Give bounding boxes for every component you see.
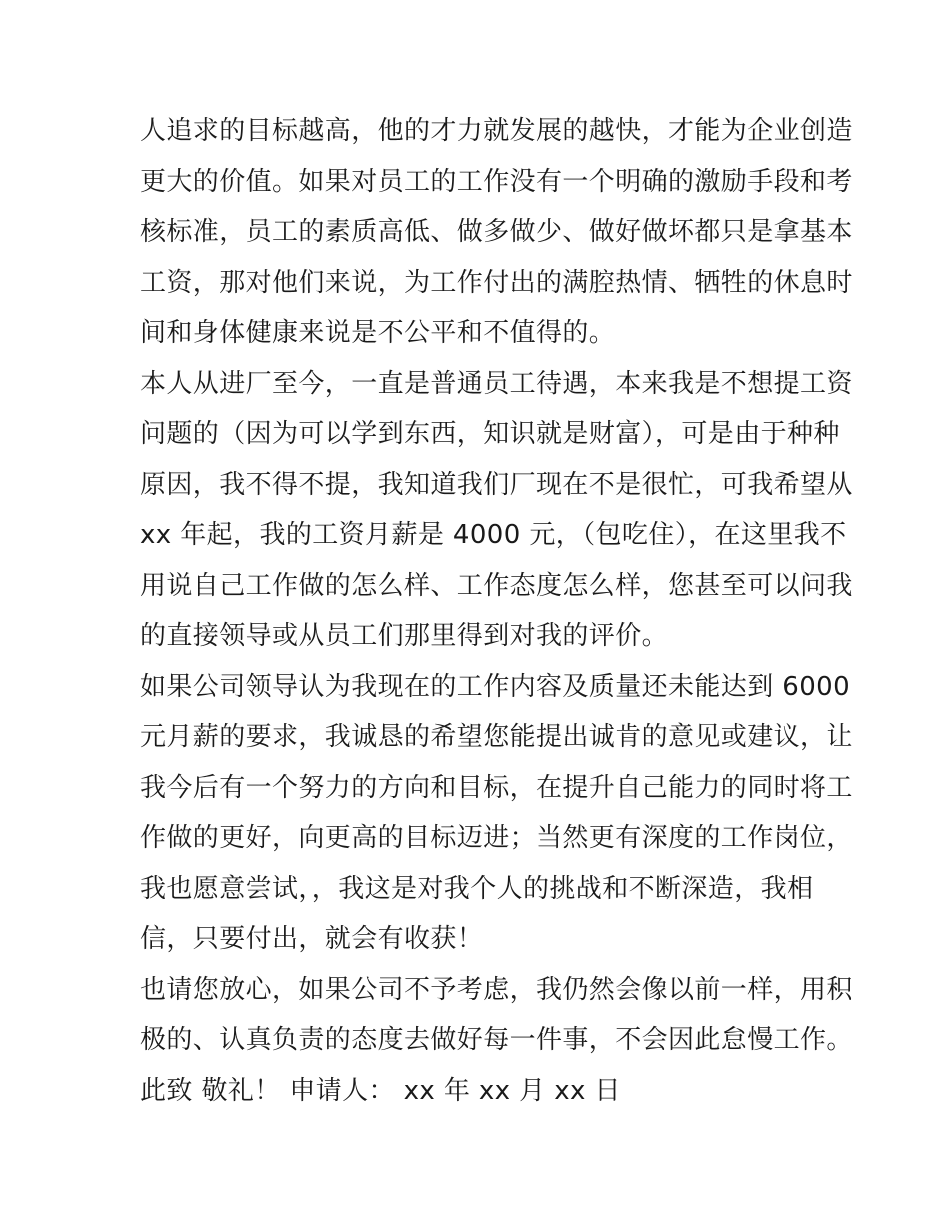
text-line: 人追求的目标越高，他的才力就发展的越快，才能为企业创造 <box>140 116 853 146</box>
text-line: 信，只要付出，就会有收获！ <box>140 924 484 954</box>
text-line: 作做的更好，向更高的目标迈进；当然更有深度的工作岗位， <box>140 823 853 853</box>
text-line: 我也愿意尝试，，我这是对我个人的挑战和不断深造，我相 <box>140 873 814 904</box>
text-line: 间和身体健康来说是不公平和不值得的。 <box>140 318 616 348</box>
text-line: 更大的价值。如果对员工的工作没有一个明确的激励手段和考 <box>140 166 853 197</box>
text-line: xx 年起，我的工资月薪是 4000 元，（包吃住），在这里我不 <box>140 520 847 550</box>
text-line: 用说自己工作做的怎么样、工作态度怎么样，您甚至可以问我 <box>140 570 853 601</box>
text-line: 原因，我不得不提，我知道我们厂现在不是很忙，可我希望从 <box>140 469 853 500</box>
closing-line: 此致 敬礼！ 申请人： xx 年 xx 月 xx 日 <box>140 1075 621 1106</box>
text-line: 极的、认真负责的态度去做好每一件事，不会因此怠慢工作。 <box>140 1025 853 1055</box>
text-line: 问题的（因为可以学到东西，知识就是财富），可是由于种种 <box>140 419 840 449</box>
text-line: 的直接领导或从员工们那里得到对我的评价。 <box>140 621 669 651</box>
text-line: 核标准，员工的素质高低、做多做少、做好做坏都只是拿基本 <box>140 217 853 247</box>
text-line: 也请您放心，如果公司不予考虑，我仍然会像以前一样，用积 <box>140 974 853 1005</box>
text-line: 元月薪的要求，我诚恳的希望您能提出诚肯的意见或建议，让 <box>140 722 853 752</box>
text-line: 我今后有一个努力的方向和目标，在提升自己能力的同时将工 <box>140 772 853 803</box>
text-line: 工资，那对他们来说，为工作付出的满腔热情、牺牲的休息时 <box>140 267 853 298</box>
document-body <box>140 106 853 1116</box>
text-line: 本人从进厂至今，一直是普通员工待遇，本来我是不想提工资 <box>140 368 853 399</box>
text-line: 如果公司领导认为我现在的工作内容及质量还未能达到 6000 <box>140 671 851 702</box>
